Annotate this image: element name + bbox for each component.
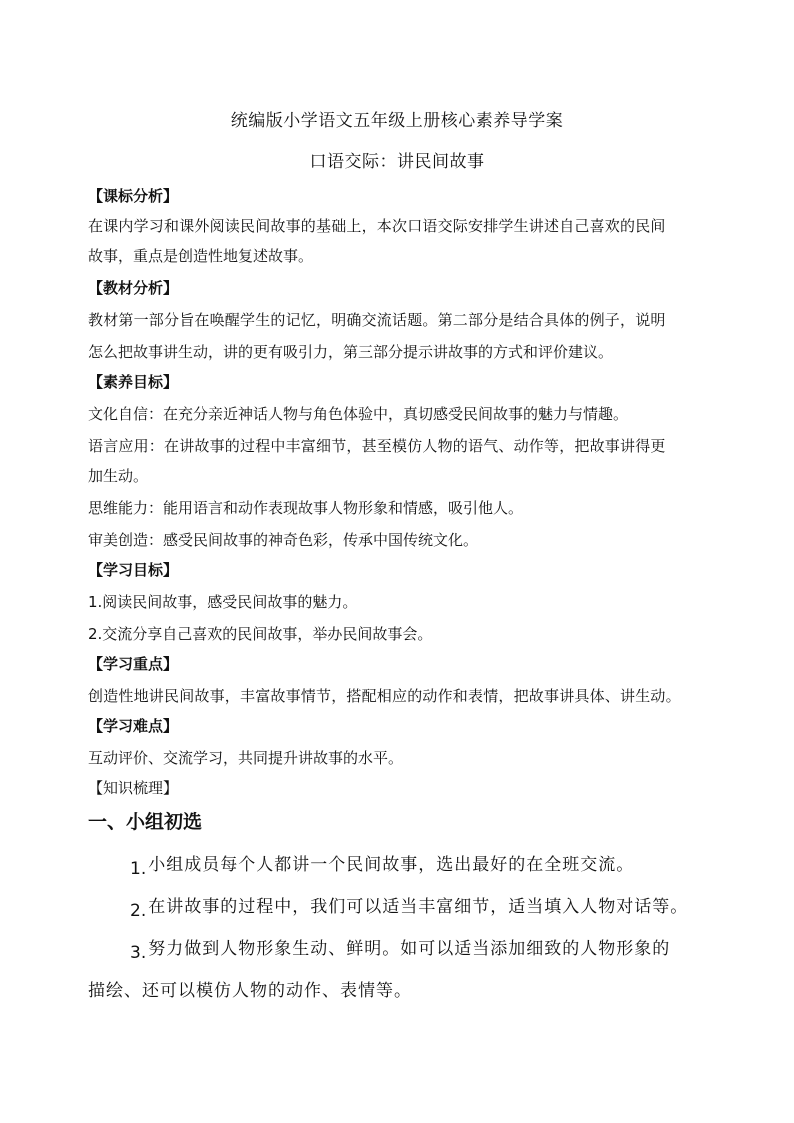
- part1-item-3-text: 努力做到人物形象生动、鲜明。如可以适当添加细致的人物形象的: [148, 939, 671, 959]
- nandian-line-1: 互动评价、交流学习，共同提升讲故事的水平。: [88, 749, 404, 767]
- heading-nandian: 【学习难点】: [88, 717, 179, 735]
- jiaocai-line-1: 教材第一部分旨在唤醒学生的记忆，明确交流话题。第二部分是结合具体的例子，说明: [88, 311, 666, 329]
- suyang-line-1: 文化自信：在充分亲近神话人物与角色体验中，真切感受民间故事的魅力与情趣。: [88, 405, 629, 423]
- part1-item-3: [130, 936, 670, 966]
- mubiao-line-1: 1.阅读民间故事，感受民间故事的魅力。: [88, 593, 358, 611]
- mubiao-line-2: 2.交流分享自己喜欢的民间故事，举办民间故事会。: [88, 625, 433, 643]
- part1-item-3-num: 3.: [130, 943, 147, 963]
- part1-item-2-num: 2.: [130, 901, 147, 921]
- kebiao-line-1: 在课内学习和课外阅读民间故事的基础上，本次口语交际安排学生讲述自己喜欢的民间: [88, 217, 666, 235]
- kebiao-line-2: 故事，重点是创造性地复述故事。: [88, 247, 314, 265]
- part1-item-3-continuation: 描绘、还可以模仿人物的动作、表情等。: [88, 981, 412, 1001]
- document-subtitle: 口语交际：讲民间故事: [309, 152, 485, 172]
- jiaocai-line-2: 怎么把故事讲生动，讲的更有吸引力，第三部分提示讲故事的方式和评价建议。: [88, 343, 614, 361]
- part1-item-1-text: 小组成员每个人都讲一个民间故事，选出最好的在全班交流。: [148, 855, 635, 875]
- heading-suyang: 【素养目标】: [88, 373, 179, 391]
- document-title: 统编版小学语文五年级上册核心素养导学案: [230, 111, 564, 131]
- part1-heading: 一、小组初选: [88, 811, 203, 833]
- heading-zhishi: 【知识梳理】: [88, 779, 179, 797]
- part1-item-2-text: 在讲故事的过程中，我们可以适当丰富细节，适当填入人物对话等。: [148, 897, 689, 917]
- heading-mubiao: 【学习目标】: [88, 561, 179, 579]
- suyang-line-5: 审美创造：感受民间故事的神奇色彩，传承中国传统文化。: [88, 531, 479, 549]
- part1-item-1: [130, 852, 634, 882]
- heading-kebiao: 【课标分析】: [88, 187, 179, 205]
- suyang-line-4: 思维能力：能用语言和动作表现故事人物形象和情感，吸引他人。: [88, 499, 524, 517]
- zhongdian-line-1: 创造性地讲民间故事，丰富故事情节，搭配相应的动作和表情，把故事讲具体、讲生动。: [88, 687, 681, 705]
- suyang-line-2: 语言应用：在讲故事的过程中丰富细节，甚至模仿人物的语气、动作等，把故事讲得更: [88, 437, 666, 455]
- heading-jiaocai: 【教材分析】: [88, 279, 179, 297]
- suyang-line-3: 加生动。: [88, 467, 149, 485]
- heading-zhongdian: 【学习重点】: [88, 655, 179, 673]
- part1-item-2: [130, 894, 688, 924]
- part1-item-1-num: 1.: [130, 859, 147, 879]
